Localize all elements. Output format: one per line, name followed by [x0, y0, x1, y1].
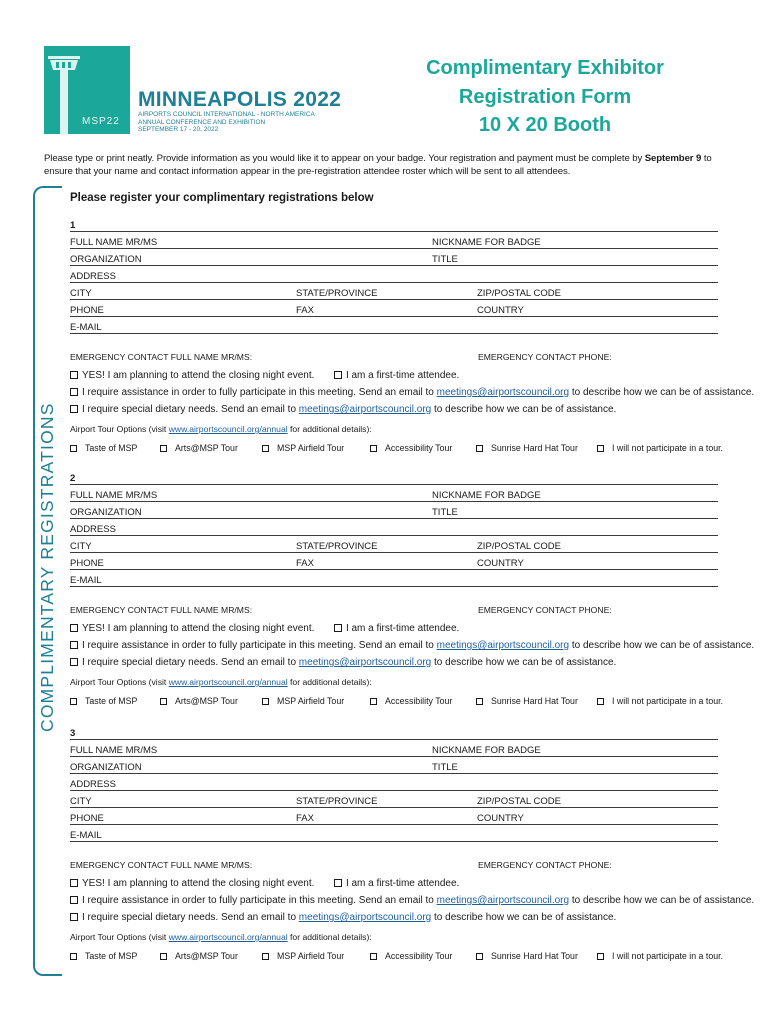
- dietary-checkbox[interactable]: [70, 913, 78, 921]
- tour-label: Taste of MSP: [85, 443, 138, 453]
- country-label: COUNTRY: [477, 305, 524, 316]
- email-link[interactable]: meetings@airportscouncil.org: [436, 640, 570, 651]
- dietary-text-end: to describe how we can be of assistance.: [431, 657, 617, 668]
- assistance-text: I require assistance in order to fully participate in this meeting. Send an email to: [82, 640, 437, 651]
- tour-label: Sunrise Hard Hat Tour: [491, 696, 578, 706]
- title-label: TITLE: [432, 507, 458, 518]
- tour-accessibility[interactable]: [370, 951, 452, 961]
- first-time-checkbox[interactable]: [334, 879, 342, 887]
- tour-label: Arts@MSP Tour: [175, 696, 238, 706]
- tour-checkbox[interactable]: [70, 445, 77, 452]
- tour-arts-msp[interactable]: [160, 951, 238, 961]
- phone-label: PHONE: [70, 558, 104, 569]
- assistance-text-end: to describe how we can be of assistance.: [569, 387, 755, 398]
- tour-label: MSP Airfield Tour: [277, 443, 345, 453]
- address-field[interactable]: [70, 266, 718, 283]
- city-label: CITY: [70, 796, 92, 807]
- dietary-text: I require special dietary needs. Send an email to: [82, 404, 299, 415]
- address-field[interactable]: [70, 519, 718, 536]
- state-label: STATE/PROVINCE: [296, 288, 378, 299]
- tour-label: I will not participate in a tour.: [612, 696, 723, 706]
- tour-label: Taste of MSP: [85, 696, 138, 706]
- tour-label: Arts@MSP Tour: [175, 443, 238, 453]
- city-field[interactable]: [70, 791, 718, 808]
- state-label: STATE/PROVINCE: [296, 541, 378, 552]
- email-link[interactable]: meetings@airportscouncil.org: [298, 657, 432, 668]
- registration-number: 3: [70, 728, 76, 739]
- closing-night-label: YES! I am planning to attend the closing night event.: [82, 370, 315, 381]
- form-title-line-1: Complimentary Exhibitor: [426, 57, 664, 79]
- tour-header-text: Airport Tour Options (visit: [70, 424, 169, 434]
- city-field[interactable]: [70, 283, 718, 300]
- conference-org: AIRPORTS COUNCIL INTERNATIONAL - NORTH AMERICA: [138, 111, 315, 118]
- tour-label: Taste of MSP: [85, 951, 138, 961]
- tour-label: Sunrise Hard Hat Tour: [491, 443, 578, 453]
- email-label: E-MAIL: [70, 322, 102, 333]
- email-label: E-MAIL: [70, 575, 102, 586]
- zip-label: ZIP/POSTAL CODE: [477, 796, 561, 807]
- tour-checkbox[interactable]: [476, 698, 483, 705]
- tour-airfield[interactable]: [262, 951, 344, 961]
- dietary-text: I require special dietary needs. Send an email to: [82, 657, 299, 668]
- tour-label: I will not participate in a tour.: [612, 443, 723, 453]
- fax-label: FAX: [296, 305, 314, 316]
- emergency-contact-row[interactable]: [70, 334, 718, 366]
- tour-options-header: [70, 932, 718, 949]
- tour-checkbox[interactable]: [160, 698, 167, 705]
- emergency-contact-row[interactable]: [70, 587, 718, 619]
- tour-checkbox[interactable]: [160, 953, 167, 960]
- emergency-name-label: EMERGENCY CONTACT FULL NAME MR/MS:: [70, 605, 253, 615]
- organization-field[interactable]: [70, 757, 718, 774]
- full-name-label: FULL NAME MR/MS: [70, 490, 158, 501]
- tour-checkbox[interactable]: [597, 445, 604, 452]
- closing-night-checkbox[interactable]: [70, 371, 78, 379]
- intro-text-after: to ensure that your name and contact information appear in the pre-registration attendee roster which will be sent to all attendees.: [44, 153, 712, 177]
- logo-text: MSP22: [82, 116, 120, 127]
- full-name-field[interactable]: [70, 485, 718, 502]
- section-heading: Please register your complimentary registrations below: [70, 192, 374, 204]
- assistance-text-end: to describe how we can be of assistance.: [569, 640, 755, 651]
- form-title-line-2: Registration Form: [458, 85, 632, 108]
- conference-event: ANNUAL CONFERENCE AND EXHIBITION: [138, 118, 266, 126]
- tour-label: Accessibility Tour: [385, 696, 453, 706]
- address-label: ADDRESS: [70, 779, 116, 790]
- tour-header-text: Airport Tour Options (visit: [70, 677, 169, 687]
- tour-options-header: [70, 677, 718, 694]
- tour-checkbox[interactable]: [370, 698, 377, 705]
- first-time-checkbox[interactable]: [334, 371, 342, 379]
- assistance-checkbox[interactable]: [70, 641, 78, 649]
- tour-taste-of-msp[interactable]: [70, 696, 137, 706]
- country-label: COUNTRY: [477, 813, 524, 824]
- tour-checkbox[interactable]: [262, 953, 269, 960]
- tour-sunrise-hard-hat[interactable]: [476, 443, 578, 453]
- tour-checkbox[interactable]: [370, 445, 377, 452]
- tour-options: [70, 694, 723, 712]
- tour-header-text-end: for additional details):: [287, 677, 372, 687]
- closing-night-label: YES! I am planning to attend the closing night event.: [82, 623, 315, 634]
- first-time-label: I am a first-time attendee.: [345, 370, 460, 381]
- phone-label: PHONE: [70, 813, 104, 824]
- email-link[interactable]: meetings@airportscouncil.org: [298, 912, 432, 923]
- side-label: COMPLIMENTARY REGISTRATIONS: [37, 402, 57, 732]
- registration-block: [70, 725, 755, 967]
- city-label: CITY: [70, 288, 92, 299]
- full-name-field[interactable]: [70, 232, 718, 249]
- form-title-line-3: 10 X 20 Booth: [478, 114, 612, 136]
- tour-checkbox[interactable]: [160, 445, 167, 452]
- tour-details-link[interactable]: www.airportscouncil.org/annual: [168, 932, 288, 942]
- conference-subtitle: [138, 111, 315, 134]
- registration-number: 1: [70, 220, 76, 231]
- registration-block: [70, 470, 755, 712]
- email-label: E-MAIL: [70, 830, 102, 841]
- tour-options-header: [70, 424, 718, 441]
- address-field[interactable]: [70, 774, 718, 791]
- dietary-text-end: to describe how we can be of assistance.: [431, 404, 617, 415]
- tour-none[interactable]: [597, 951, 723, 961]
- first-time-label: I am a first-time attendee.: [345, 878, 460, 889]
- organization-label: ORGANIZATION: [70, 762, 142, 773]
- closing-night-label: YES! I am planning to attend the closing night event.: [82, 878, 315, 889]
- full-name-label: FULL NAME MR/MS: [70, 745, 158, 756]
- dietary-text-end: to describe how we can be of assistance.: [431, 912, 617, 923]
- full-name-field[interactable]: [70, 740, 718, 757]
- tour-accessibility[interactable]: [370, 443, 452, 453]
- tour-checkbox[interactable]: [262, 698, 269, 705]
- tour-checkbox[interactable]: [476, 953, 483, 960]
- email-field[interactable]: [70, 317, 718, 334]
- phone-label: PHONE: [70, 305, 104, 316]
- assistance-text: I require assistance in order to fully participate in this meeting. Send an email to: [82, 387, 437, 398]
- tour-label: Sunrise Hard Hat Tour: [491, 951, 578, 961]
- tour-header-text: Airport Tour Options (visit: [70, 932, 169, 942]
- tour-sunrise-hard-hat[interactable]: [476, 696, 578, 706]
- emergency-phone-label: EMERGENCY CONTACT PHONE:: [478, 605, 612, 615]
- fax-label: FAX: [296, 813, 314, 824]
- title-label: TITLE: [432, 762, 458, 773]
- email-field[interactable]: [70, 825, 718, 842]
- intro-deadline: September 9: [644, 153, 702, 164]
- organization-field[interactable]: [70, 249, 718, 266]
- registration-block: [70, 217, 755, 459]
- address-label: ADDRESS: [70, 271, 116, 282]
- tour-airfield[interactable]: [262, 696, 344, 706]
- tour-options: [70, 441, 723, 459]
- first-time-checkbox[interactable]: [334, 624, 342, 632]
- tour-checkbox[interactable]: [597, 953, 604, 960]
- tour-checkbox[interactable]: [370, 953, 377, 960]
- tour-checkbox[interactable]: [70, 698, 77, 705]
- state-label: STATE/PROVINCE: [296, 796, 378, 807]
- emergency-name-label: EMERGENCY CONTACT FULL NAME MR/MS:: [70, 860, 253, 870]
- tour-details-link[interactable]: www.airportscouncil.org/annual: [168, 677, 288, 687]
- city-label: CITY: [70, 541, 92, 552]
- phone-field[interactable]: [70, 300, 718, 317]
- email-link[interactable]: meetings@airportscouncil.org: [298, 404, 432, 415]
- organization-field[interactable]: [70, 502, 718, 519]
- emergency-phone-label: EMERGENCY CONTACT PHONE:: [478, 860, 612, 870]
- tour-arts-msp[interactable]: [160, 696, 238, 706]
- assistance-text-end: to describe how we can be of assistance.: [569, 895, 755, 906]
- organization-label: ORGANIZATION: [70, 254, 142, 265]
- city-field[interactable]: [70, 536, 718, 553]
- tour-accessibility[interactable]: [370, 696, 452, 706]
- tour-checkbox[interactable]: [262, 445, 269, 452]
- tour-label: Arts@MSP Tour: [175, 951, 238, 961]
- zip-label: ZIP/POSTAL CODE: [477, 541, 561, 552]
- intro-text-before: Please type or print neatly. Provide information as you would like it to appear on your badge. Your registration and payment must be complete by: [44, 153, 645, 164]
- phone-field[interactable]: [70, 553, 718, 570]
- assistance-checkbox[interactable]: [70, 388, 78, 396]
- address-label: ADDRESS: [70, 524, 116, 535]
- nickname-label: NICKNAME FOR BADGE: [432, 237, 541, 248]
- tour-header-text-end: for additional details):: [287, 424, 372, 434]
- tour-taste-of-msp[interactable]: [70, 951, 137, 961]
- dietary-checkbox[interactable]: [70, 405, 78, 413]
- assistance-checkbox[interactable]: [70, 896, 78, 904]
- tour-label: MSP Airfield Tour: [277, 696, 345, 706]
- nickname-label: NICKNAME FOR BADGE: [432, 490, 541, 501]
- tour-details-link[interactable]: www.airportscouncil.org/annual: [168, 424, 288, 434]
- email-link[interactable]: meetings@airportscouncil.org: [436, 387, 570, 398]
- tour-checkbox[interactable]: [597, 698, 604, 705]
- intro-paragraph: [44, 152, 734, 178]
- tour-checkbox[interactable]: [70, 953, 77, 960]
- email-field[interactable]: [70, 570, 718, 587]
- tour-label: I will not participate in a tour.: [612, 951, 723, 961]
- tour-label: Accessibility Tour: [385, 951, 453, 961]
- email-link[interactable]: meetings@airportscouncil.org: [436, 895, 570, 906]
- tour-header-text-end: for additional details):: [287, 932, 372, 942]
- tour-arts-msp[interactable]: [160, 443, 238, 453]
- tour-none[interactable]: [597, 696, 723, 706]
- form-title: [400, 54, 690, 140]
- conference-title: MINNEAPOLIS 2022: [138, 88, 342, 111]
- conference-logo: [44, 46, 130, 134]
- organization-label: ORGANIZATION: [70, 507, 142, 518]
- emergency-contact-row[interactable]: [70, 842, 718, 874]
- registration-number: 2: [70, 473, 76, 484]
- closing-night-checkbox[interactable]: [70, 879, 78, 887]
- zip-label: ZIP/POSTAL CODE: [477, 288, 561, 299]
- emergency-name-label: EMERGENCY CONTACT FULL NAME MR/MS:: [70, 352, 253, 362]
- title-label: TITLE: [432, 254, 458, 265]
- tour-taste-of-msp[interactable]: [70, 443, 137, 453]
- tour-none[interactable]: [597, 443, 723, 453]
- emergency-phone-label: EMERGENCY CONTACT PHONE:: [478, 352, 612, 362]
- tour-checkbox[interactable]: [476, 445, 483, 452]
- dietary-checkbox[interactable]: [70, 658, 78, 666]
- tour-sunrise-hard-hat[interactable]: [476, 951, 578, 961]
- country-label: COUNTRY: [477, 558, 524, 569]
- closing-night-checkbox[interactable]: [70, 624, 78, 632]
- tour-airfield[interactable]: [262, 443, 344, 453]
- conference-dates: SEPTEMBER 17 - 20, 2022: [138, 126, 219, 134]
- full-name-label: FULL NAME MR/MS: [70, 237, 158, 248]
- first-time-label: I am a first-time attendee.: [345, 623, 460, 634]
- dietary-text: I require special dietary needs. Send an email to: [82, 912, 299, 923]
- phone-field[interactable]: [70, 808, 718, 825]
- tour-label: Accessibility Tour: [385, 443, 453, 453]
- tour-label: MSP Airfield Tour: [277, 951, 345, 961]
- nickname-label: NICKNAME FOR BADGE: [432, 745, 541, 756]
- tour-options: [70, 949, 723, 967]
- assistance-text: I require assistance in order to fully participate in this meeting. Send an email to: [82, 895, 437, 906]
- fax-label: FAX: [296, 558, 314, 569]
